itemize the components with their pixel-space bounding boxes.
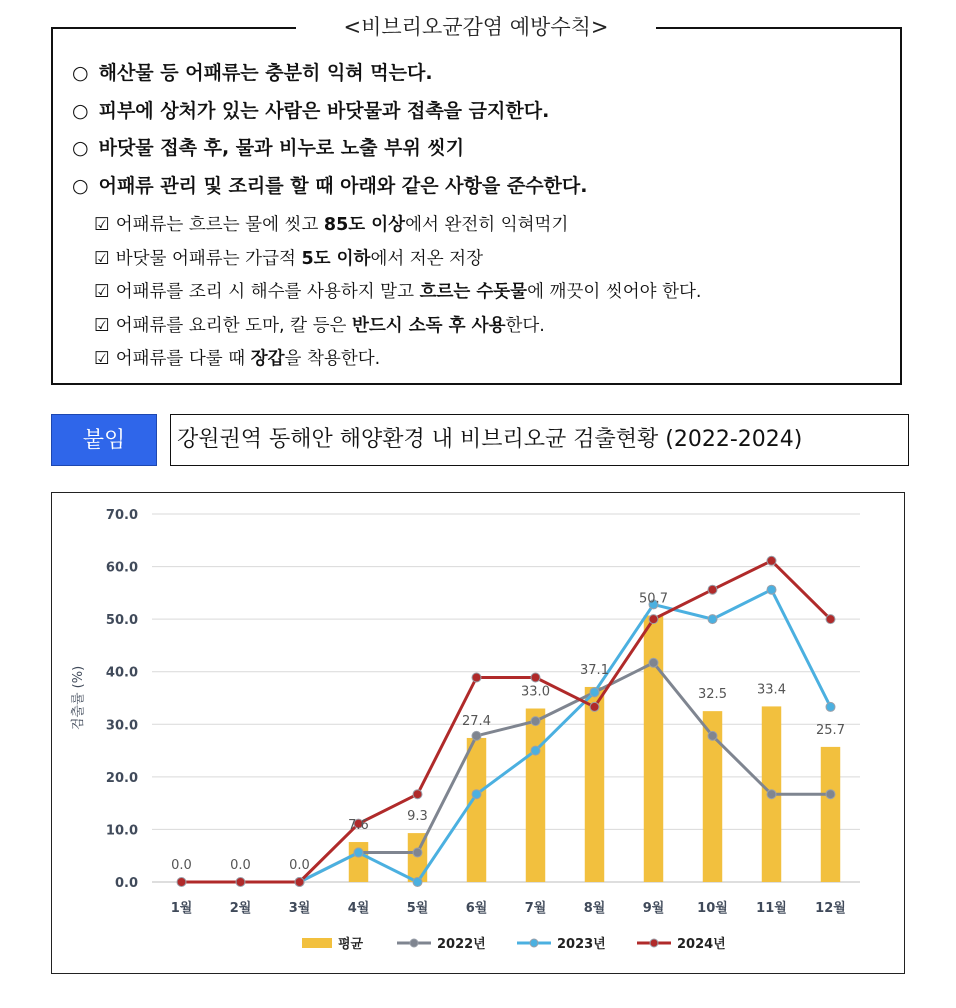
x-tick-label: 8월 xyxy=(583,901,606,916)
series-point xyxy=(767,585,776,594)
main-rule-item xyxy=(72,93,588,131)
series-point xyxy=(531,673,540,682)
x-tick-label: 3월 xyxy=(288,901,311,916)
checkbox-icon: ☑ xyxy=(94,248,110,269)
attachment-title: 강원권역 동해안 해양환경 내 비브리오균 검출현황 (2022-2024) xyxy=(170,414,909,466)
y-tick-label: 60.0 xyxy=(105,560,138,576)
x-tick-label: 1월 xyxy=(170,901,193,916)
series-point xyxy=(826,702,835,711)
data-label: 37.1 xyxy=(580,662,609,678)
legend-label: 2022년 xyxy=(437,937,486,952)
sub-rule-item xyxy=(94,243,702,277)
sub-rule-text: 에 깨끗이 씻어야 한다. xyxy=(527,282,702,302)
series-point xyxy=(413,790,422,799)
legend-swatch-marker xyxy=(410,939,418,947)
sub-rule-text: 한다. xyxy=(505,315,545,336)
y-tick-label: 20.0 xyxy=(105,770,138,786)
data-label: 50.7 xyxy=(639,591,668,607)
x-tick-label: 4월 xyxy=(347,901,370,916)
sub-rule-text: 바닷물 어패류는 가급적 xyxy=(115,248,302,269)
legend-swatch-marker xyxy=(650,939,658,947)
attachment-badge: 붙임 xyxy=(51,414,157,466)
series-point xyxy=(590,702,599,711)
rules-title: <비브리오균감염 예방수칙> xyxy=(296,10,656,44)
x-tick-label: 5월 xyxy=(406,901,429,916)
checkbox-icon: ☑ xyxy=(94,282,110,302)
x-tick-label: 11월 xyxy=(756,901,787,916)
circle-bullet-icon: ○ xyxy=(72,137,89,159)
data-label: 32.5 xyxy=(698,687,727,703)
series-point xyxy=(649,658,658,667)
series-point xyxy=(295,878,304,887)
y-tick-label: 10.0 xyxy=(105,823,138,839)
series-point xyxy=(177,878,186,887)
sub-rule-emphasis: 반드시 소독 후 사용 xyxy=(351,315,506,336)
series-point xyxy=(826,615,835,624)
series-point xyxy=(649,615,658,624)
series-point xyxy=(413,848,422,857)
series-point xyxy=(826,790,835,799)
main-rule-text: 바닷물 접촉 후, 물과 비누로 노출 부위 씻기 xyxy=(98,137,465,159)
legend-label: 평균 xyxy=(338,937,364,952)
series-point xyxy=(531,746,540,755)
data-label: 33.0 xyxy=(521,684,550,700)
main-rule-item xyxy=(72,55,588,93)
data-label: 7.6 xyxy=(348,818,369,834)
data-label: 33.4 xyxy=(757,682,786,698)
x-tick-label: 12월 xyxy=(815,901,846,916)
series-point xyxy=(708,731,717,740)
data-label: 25.7 xyxy=(816,722,845,738)
series-point xyxy=(767,556,776,565)
legend-swatch-bar xyxy=(302,938,332,948)
sub-rule-text: 어패류를 다룰 때 xyxy=(115,349,251,369)
sub-rule-emphasis: 흐르는 수돗물 xyxy=(419,282,528,302)
series-point xyxy=(236,878,245,887)
legend-label: 2024년 xyxy=(677,937,726,952)
sub-rule-emphasis: 장갑 xyxy=(250,349,285,369)
circle-bullet-icon: ○ xyxy=(72,62,89,84)
bar xyxy=(585,687,604,882)
main-rule-text: 해산물 등 어패류는 충분히 익혀 먹는다. xyxy=(98,62,433,84)
sub-rule-emphasis: 85도 이상 xyxy=(323,215,406,235)
bar xyxy=(644,615,663,882)
series-line xyxy=(300,663,831,882)
legend-swatch-marker xyxy=(530,939,538,947)
x-tick-label: 2월 xyxy=(229,901,252,916)
y-tick-label: 30.0 xyxy=(105,718,138,734)
bar xyxy=(821,747,840,882)
data-label: 27.4 xyxy=(462,713,491,729)
y-tick-label: 0.0 xyxy=(114,876,138,891)
circle-bullet-icon: ○ xyxy=(72,99,89,122)
x-tick-label: 7월 xyxy=(524,901,547,916)
data-label: 0.0 xyxy=(289,858,310,873)
series-point xyxy=(472,731,481,740)
sub-rule-text: 어패류를 요리한 도마, 칼 등은 xyxy=(115,315,352,336)
sub-rule-emphasis: 5도 이하 xyxy=(301,248,371,269)
sub-rules-list xyxy=(94,209,702,377)
bar xyxy=(526,709,545,882)
series-line xyxy=(300,590,831,882)
main-rules-list xyxy=(72,55,588,205)
sub-rule-item xyxy=(94,343,702,377)
x-tick-label: 10월 xyxy=(697,901,728,916)
series-point xyxy=(531,717,540,726)
sub-rule-text: 을 착용한다. xyxy=(284,349,381,369)
legend-label: 2023년 xyxy=(557,937,606,952)
bar xyxy=(467,738,486,882)
sub-rule-item xyxy=(94,209,702,243)
series-point xyxy=(708,615,717,624)
sub-rule-item xyxy=(94,276,702,310)
data-label: 9.3 xyxy=(407,809,428,825)
series-point xyxy=(472,673,481,682)
sub-rule-text: 에서 저온 저장 xyxy=(370,248,483,269)
x-tick-label: 6월 xyxy=(465,901,488,916)
y-axis-label: 검출률 (%) xyxy=(71,665,86,731)
y-tick-label: 40.0 xyxy=(105,665,138,681)
sub-rule-text: 에서 완전히 익혀먹기 xyxy=(405,215,569,235)
main-rule-item xyxy=(72,130,588,168)
series-point xyxy=(708,585,717,594)
checkbox-icon: ☑ xyxy=(94,315,110,336)
series-point xyxy=(767,790,776,799)
circle-bullet-icon: ○ xyxy=(72,174,89,197)
series-point xyxy=(354,848,363,857)
checkbox-icon: ☑ xyxy=(94,349,110,369)
sub-rule-text: 어패류를 조리 시 해수를 사용하지 말고 xyxy=(115,282,420,302)
main-rule-text: 피부에 상처가 있는 사람은 바닷물과 접촉을 금지한다. xyxy=(98,99,550,122)
series-point xyxy=(413,878,422,887)
chart-canvas xyxy=(52,493,904,973)
sub-rule-text: 어패류는 흐르는 물에 씻고 xyxy=(115,215,324,235)
data-label: 0.0 xyxy=(230,858,251,873)
series-point xyxy=(472,790,481,799)
series-point xyxy=(590,688,599,697)
y-tick-label: 70.0 xyxy=(105,508,138,523)
sub-rule-item xyxy=(94,310,702,344)
data-label: 0.0 xyxy=(171,858,192,873)
x-tick-label: 9월 xyxy=(642,901,665,916)
detection-rate-chart xyxy=(51,492,905,974)
main-rule-text: 어패류 관리 및 조리를 할 때 아래와 같은 사항을 준수한다. xyxy=(98,174,588,197)
y-tick-label: 50.0 xyxy=(105,613,138,629)
main-rule-item xyxy=(72,168,588,206)
checkbox-icon: ☑ xyxy=(94,215,110,235)
